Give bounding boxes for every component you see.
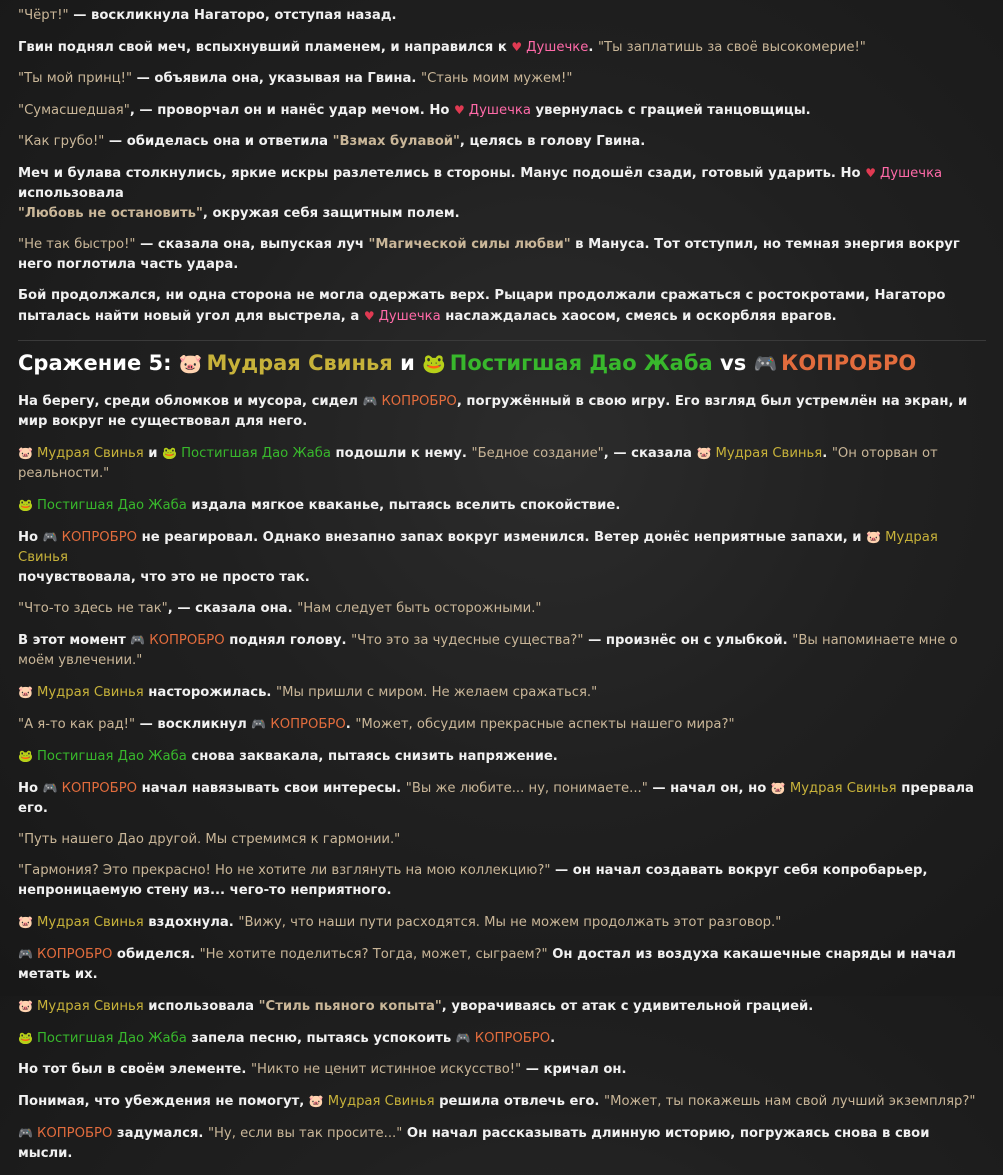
character-name-koprobro: КОПРОБРО xyxy=(36,1126,113,1141)
quote: "Вы же любите... ну, понимаете..." xyxy=(405,781,648,796)
quote: "Вижу, что наши пути расходятся. Мы не можем продолжать этот разговор." xyxy=(238,915,782,930)
gamepad-icon: 🎮 xyxy=(753,353,778,375)
paragraph: 🐷 Мудрая Свинья и 🐸 Постигшая Дао Жаба подошли к нему. "Бедное создание", — сказала 🐷 Мудрая Свинья. "Он оторван от реальности." xyxy=(18,443,986,484)
narration: — кричал он. xyxy=(521,1062,627,1077)
quote: "А я-то как рад!" xyxy=(18,717,136,732)
paragraph xyxy=(18,163,986,224)
paragraph xyxy=(18,599,986,619)
narration: увернулась с грацией танцовщицы. xyxy=(530,103,811,118)
paragraph xyxy=(18,69,986,89)
narration: прервала его. xyxy=(18,781,974,816)
character-name-pig: Мудрая Свинья xyxy=(715,446,823,461)
heart-icon: ♥ xyxy=(511,40,523,54)
gamepad-icon: 🎮 xyxy=(130,633,146,647)
frog-icon: 🐸 xyxy=(18,498,33,512)
pig-icon: 🐷 xyxy=(866,530,882,544)
character-name-dushechka: Душечке xyxy=(526,40,589,55)
gamepad-icon: 🎮 xyxy=(42,781,58,795)
narration: — воскликнул xyxy=(135,717,252,732)
paragraph xyxy=(18,391,986,432)
pig-icon: 🐷 xyxy=(18,999,33,1013)
frog-icon: 🐸 xyxy=(18,749,33,763)
narration: На берегу, среди обломков и мусора, сидел xyxy=(18,394,363,409)
narration: решила отвлечь его. xyxy=(434,1094,605,1109)
quote: "Сумасшедшая" xyxy=(18,103,130,118)
narration: запела песню, пытаясь успокоить xyxy=(186,1031,456,1046)
pig-icon: 🐷 xyxy=(178,353,203,375)
frog-icon: 🐸 xyxy=(422,353,446,375)
battle-heading-prefix: Сражение 5: xyxy=(18,351,179,375)
story-text xyxy=(18,6,986,1175)
narration: В этот момент xyxy=(18,633,131,648)
quote: "Может, обсудим прекрасные аспекты нашего мира?" xyxy=(355,717,735,732)
narration: снова заквакала, пытаясь снизить напряжение. xyxy=(186,749,558,764)
character-name-koprobro: КОПРОБРО xyxy=(61,530,138,545)
pig-icon: 🐷 xyxy=(18,915,33,929)
paragraph xyxy=(18,1123,986,1164)
narration: поднял голову. xyxy=(224,633,352,648)
character-name-koprobro: КОПРОБРО xyxy=(474,1031,551,1046)
paragraph xyxy=(18,495,986,516)
quote: "Ты мой принц!" xyxy=(18,71,133,86)
paragraph xyxy=(18,286,986,327)
narration: Бой продолжался, ни одна сторона не могла одержать верх. Рыцари продолжали сражаться с ростокротами, Нагаторо пыталась найти новый угол для выстрела, а xyxy=(18,288,946,324)
quote: "Стань моим мужем!" xyxy=(421,71,573,86)
narration: наслаждалась хаосом, смеясь и оскорбляя врагов. xyxy=(440,309,837,324)
paragraph xyxy=(18,1060,986,1080)
ability-name: "Магической силы любви" xyxy=(368,237,571,252)
quote: "Вы напоминаете мне о моём увлечении." xyxy=(18,633,958,668)
character-name-koprobro: КОПРОБРО xyxy=(381,394,457,409)
ability-name: "Стиль пьяного копыта" xyxy=(258,999,442,1014)
narration: , — проворчал он и нанёс удар мечом. Но xyxy=(129,103,455,118)
paragraph xyxy=(18,778,986,819)
quote: "Он оторван от реальности." xyxy=(18,446,938,481)
heading-vs: vs xyxy=(712,351,754,375)
character-name-pig: Мудрая Свинья xyxy=(789,781,897,796)
character-name-frog: Постигшая Дао Жаба xyxy=(36,1031,187,1046)
narration: — сказала она, выпуская луч xyxy=(135,237,369,252)
narration: в Мануса. Тот отступил, но темная энергия вокруг него поглотила часть удара. xyxy=(18,237,960,272)
gamepad-icon: 🎮 xyxy=(455,1031,471,1045)
narration: начал навязывать свои интересы. xyxy=(137,781,406,796)
narration: Но тот был в своём элементе. xyxy=(18,1062,251,1077)
ability-name: "Взмах булавой" xyxy=(332,134,460,149)
character-name-frog: Постигшая Дао Жаба xyxy=(181,446,331,461)
narration: насторожилась. xyxy=(143,685,277,700)
paragraph xyxy=(18,630,986,671)
frog-icon: 🐸 xyxy=(18,1031,33,1045)
heart-icon: ♥ xyxy=(865,166,876,180)
narration: , — сказала она. xyxy=(167,601,298,616)
heart-icon: ♥ xyxy=(454,103,465,117)
paragraph xyxy=(18,132,986,152)
gamepad-icon: 🎮 xyxy=(18,1126,33,1140)
paragraph xyxy=(18,1091,986,1112)
narration: Но xyxy=(18,781,43,796)
paragraph xyxy=(18,912,986,933)
narration: — объявила она, указывая на Гвина. xyxy=(132,71,421,86)
quote: "Никто не ценит истинное искусство!" xyxy=(250,1062,522,1077)
pig-icon: 🐷 xyxy=(770,781,786,795)
quote: "Чёрт!" xyxy=(18,8,69,23)
gamepad-icon: 🎮 xyxy=(18,947,33,961)
quote: "Не хотите поделиться? Тогда, может, сыграем?" xyxy=(199,947,548,962)
paragraph xyxy=(18,996,986,1017)
character-name-pig: Мудрая Свинья xyxy=(206,351,393,375)
paragraph xyxy=(18,1028,986,1049)
character-name-pig: Мудрая Свинья xyxy=(36,915,144,930)
narration: — произнёс он с улыбкой. xyxy=(583,633,793,648)
character-name-pig: Мудрая Свинья xyxy=(327,1094,435,1109)
character-name-dushechka: Душечка xyxy=(378,309,441,324)
character-name-dushechka: Душечка xyxy=(879,166,943,181)
pig-icon: 🐷 xyxy=(308,1094,324,1108)
battle-heading xyxy=(18,340,986,377)
character-name-frog: Постигшая Дао Жаба xyxy=(449,351,713,375)
narration: — он начал создавать вокруг себя копробарьер, непроницаемую стену из... чего-то неприятного. xyxy=(18,863,928,898)
narration: Но xyxy=(18,530,43,545)
quote: "Не так быстро!" xyxy=(18,237,136,252)
pig-icon: 🐷 xyxy=(696,446,712,460)
narration: Он достал из воздуха какашечные снаряды и начал метать их. xyxy=(18,947,956,982)
narration: Гвин поднял свой меч, вспыхнувший пламенем, и направился к xyxy=(18,40,512,55)
narration: . xyxy=(588,40,598,55)
narration: и xyxy=(143,446,163,461)
character-name-koprobro: КОПРОБРО xyxy=(781,351,917,375)
pig-icon: 🐷 xyxy=(18,446,33,460)
character-name-frog: Постигшая Дао Жаба xyxy=(36,498,187,513)
narration: использовала xyxy=(18,186,124,201)
quote: "Нам следует быть осторожными." xyxy=(297,601,542,616)
narration: , погружённый в свою игру. Его взгляд был устремлён на экран, и мир вокруг не существовал для него. xyxy=(18,394,968,429)
paragraph xyxy=(18,944,986,985)
gamepad-icon: 🎮 xyxy=(362,394,378,408)
heading-and: и xyxy=(392,351,423,375)
paragraph xyxy=(18,714,986,735)
frog-icon: 🐸 xyxy=(162,446,178,460)
narration: не реагировал. Однако внезапно запах вокруг изменился. Ветер донёс неприятные запахи, и xyxy=(137,530,867,545)
pig-icon: 🐷 xyxy=(18,685,33,699)
narration: , окружая себя защитным полем. xyxy=(202,206,460,221)
ability-name: "Любовь не остановить" xyxy=(18,206,203,221)
paragraph xyxy=(18,527,986,588)
narration: , — сказала xyxy=(603,446,697,461)
quote: "Гармония? Это прекрасно! Но не хотите ли взглянуть на мою коллекцию?" xyxy=(18,863,551,878)
character-name-koprobro: КОПРОБРО xyxy=(270,717,346,732)
narration: задумался. xyxy=(112,1126,208,1141)
character-name-dushechka: Душечка xyxy=(468,103,531,118)
narration: — обиделась она и ответила xyxy=(104,134,333,149)
narration: . xyxy=(550,1031,556,1046)
quote: "Мы пришли с миром. Не желаем сражаться." xyxy=(276,685,598,700)
paragraph xyxy=(18,235,986,275)
quote: "Путь нашего Дао другой. Мы стремимся к гармонии." xyxy=(18,832,401,847)
quote: "Как грубо!" xyxy=(18,134,105,149)
paragraph xyxy=(18,100,986,121)
quote: "Ты заплатишь за своё высокомерие!" xyxy=(597,40,866,55)
quote: "Что это за чудесные существа?" xyxy=(351,633,584,648)
narration: Меч и булава столкнулись, яркие искры разлетелись в стороны. Манус подошёл сзади, готовый ударить. Но xyxy=(18,166,866,181)
narration: , целясь в голову Гвина. xyxy=(459,134,646,149)
quote: "Ну, если вы так просите..." xyxy=(207,1126,403,1141)
paragraph xyxy=(18,830,986,850)
narration: издала мягкое кваканье, пытаясь вселить спокойствие. xyxy=(186,498,621,513)
quote: "Что-то здесь не так" xyxy=(18,601,168,616)
heart-icon: ♥ xyxy=(363,309,375,323)
character-name-pig: Мудрая Свинья xyxy=(36,999,144,1014)
character-name-koprobro: КОПРОБРО xyxy=(36,947,113,962)
paragraph xyxy=(18,861,986,901)
narration: Понимая, что убеждения не помогут, xyxy=(18,1094,309,1109)
narration: почувствовала, что это не просто так. xyxy=(18,570,310,585)
narration: , уворачиваясь от атак с удивительной грацией. xyxy=(441,999,814,1014)
paragraph xyxy=(18,746,986,767)
paragraph xyxy=(18,6,986,26)
gamepad-icon: 🎮 xyxy=(251,717,267,731)
quote: "Может, ты покажешь нам свой лучший экземпляр?" xyxy=(604,1094,976,1109)
narration: Он начал рассказывать длинную историю, погружаясь снова в свои мысли. xyxy=(18,1126,930,1161)
character-name-koprobro: КОПРОБРО xyxy=(61,781,138,796)
narration: использовала xyxy=(143,999,259,1014)
quote: "Бедное создание" xyxy=(471,446,604,461)
narration: — воскликнула Нагаторо, отступая назад. xyxy=(68,8,397,23)
character-name-pig: Мудрая Свинья xyxy=(36,685,144,700)
paragraph xyxy=(18,37,986,58)
character-name-pig: Мудрая Свинья xyxy=(18,530,938,565)
narration: . xyxy=(345,717,356,732)
narration: подошли к нему. xyxy=(330,446,472,461)
narration: вздохнула. xyxy=(143,915,239,930)
gamepad-icon: 🎮 xyxy=(42,530,58,544)
character-name-frog: Постигшая Дао Жаба xyxy=(36,749,187,764)
character-name-koprobro: КОПРОБРО xyxy=(149,633,225,648)
paragraph xyxy=(18,682,986,703)
narration: обиделся. xyxy=(112,947,200,962)
character-name-pig: Мудрая Свинья xyxy=(36,446,144,461)
narration: — начал он, но xyxy=(647,781,771,796)
